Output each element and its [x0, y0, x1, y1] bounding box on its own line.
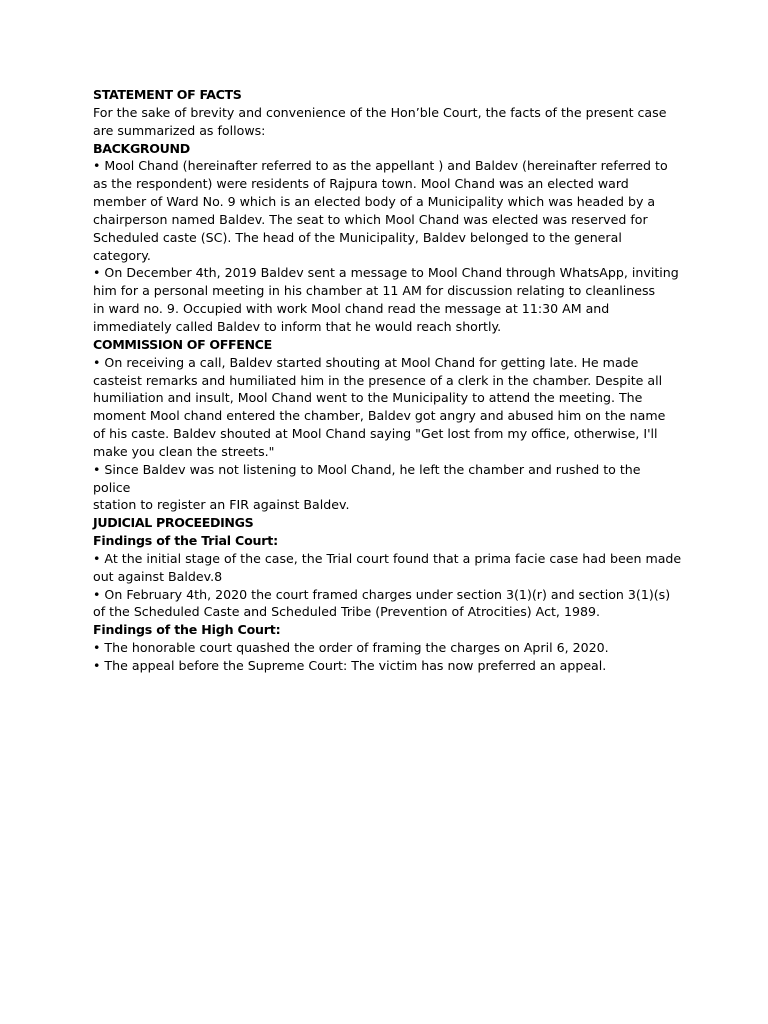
section-heading: STATEMENT OF FACTS — [93, 87, 242, 102]
paragraph-line: make you clean the streets." — [93, 443, 275, 459]
paragraph-line: moment Mool chand entered the chamber, Baldev got angry and abused him on the name — [93, 408, 666, 424]
paragraph-line: police — [93, 479, 131, 495]
paragraph-line: humiliation and insult, Mool Chand went to the Municipality to attend the meeting. The — [93, 390, 643, 406]
paragraph-line: chairperson named Baldev. The seat to which Mool Chand was elected was reserved for — [93, 211, 648, 227]
section-subheading: Findings of the Trial Court: — [93, 533, 278, 549]
document-page — [93, 86, 693, 675]
paragraph-line: casteist remarks and humiliated him in the presence of a clerk in the chamber. Despite all — [93, 372, 663, 388]
section-heading: JUDICIAL PROCEEDINGS — [93, 515, 254, 531]
paragraph-line: out against Baldev.8 — [93, 568, 223, 584]
section-subheading: Findings of the High Court: — [93, 622, 281, 638]
paragraph-line: Scheduled caste (SC). The head of the Municipality, Baldev belonged to the general — [93, 229, 622, 245]
paragraph-line: him for a personal meeting in his chamber at 11 AM for discussion relating to cleanliness — [93, 283, 656, 299]
paragraph-line: • On February 4th, 2020 the court framed charges under section 3(1)(r) and section 3(1)(s) — [93, 586, 671, 602]
paragraph-line: • On receiving a call, Baldev started shouting at Mool Chand for getting late. He made — [93, 354, 639, 370]
paragraph-line: of the Scheduled Caste and Scheduled Tribe (Prevention of Atrocities) Act, 1989. — [93, 604, 600, 620]
section-heading: COMMISSION OF OFFENCE — [93, 336, 272, 352]
paragraph-line: of his caste. Baldev shouted at Mool Chand saying "Get lost from my office, otherwise, I'll — [93, 426, 658, 442]
paragraph-line: in ward no. 9. Occupied with work Mool chand read the message at 11:30 AM and — [93, 301, 610, 317]
paragraph-line: • The honorable court quashed the order of framing the charges on April 6, 2020. — [93, 640, 609, 656]
paragraph-line: immediately called Baldev to inform that he would reach shortly. — [93, 318, 502, 334]
paragraph-line: category. — [93, 247, 151, 263]
paragraph-line: member of Ward No. 9 which is an elected body of a Municipality which was headed by a — [93, 194, 656, 210]
paragraph-line: For the sake of brevity and convenience of the Hon’ble Court, the facts of the present case — [93, 104, 667, 120]
paragraph-line: • Mool Chand (hereinafter referred to as the appellant ) and Baldev (hereinafter referred to — [93, 158, 668, 174]
paragraph-line: station to register an FIR against Baldev. — [93, 497, 350, 513]
paragraph-line: • At the initial stage of the case, the Trial court found that a prima facie case had been made — [93, 550, 682, 566]
paragraph-line: • Since Baldev was not listening to Mool Chand, he left the chamber and rushed to the — [93, 461, 641, 477]
paragraph-line: • The appeal before the Supreme Court: The victim has now preferred an appeal. — [93, 658, 607, 673]
paragraph-line: are summarized as follows: — [93, 122, 266, 138]
paragraph-line: • On December 4th, 2019 Baldev sent a message to Mool Chand through WhatsApp, inviting — [93, 265, 679, 281]
section-heading: BACKGROUND — [93, 140, 190, 156]
paragraph-line: as the respondent) were residents of Rajpura town. Mool Chand was an elected ward — [93, 176, 629, 192]
